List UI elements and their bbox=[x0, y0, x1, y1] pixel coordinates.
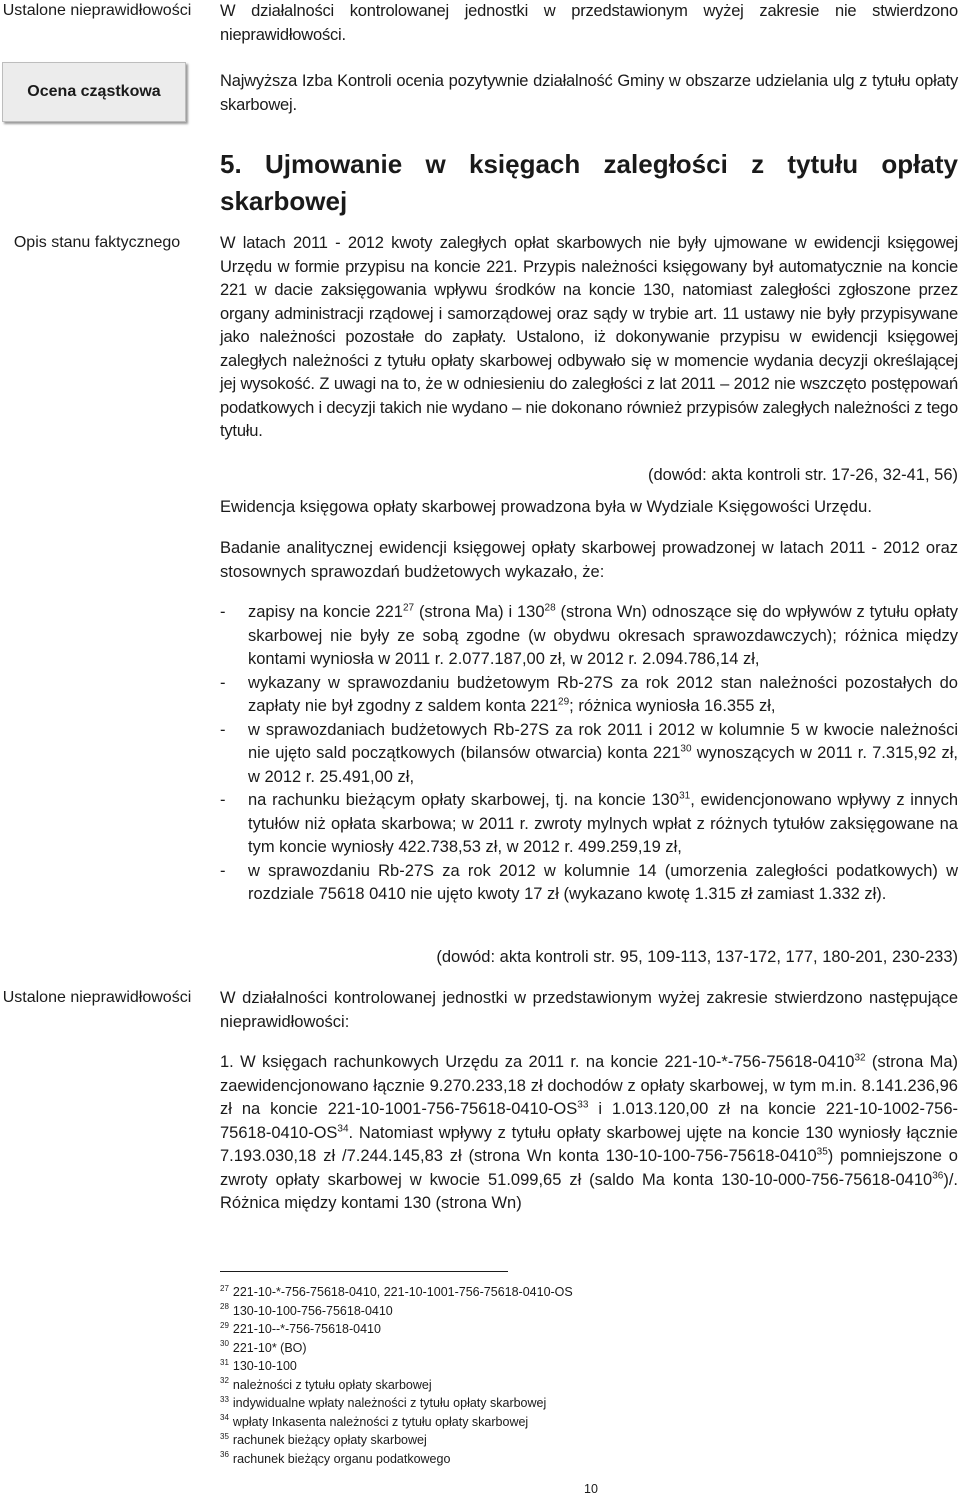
footnote-ref: 30 bbox=[680, 743, 692, 755]
list-bullet: - bbox=[220, 791, 226, 809]
footnote: $^{30}$ 221-10* (BO) bbox=[220, 1339, 307, 1355]
footnote-ref: 31 bbox=[679, 790, 691, 802]
footnote-ref: 34 bbox=[337, 1123, 349, 1134]
page-number: 10 bbox=[584, 1482, 598, 1496]
section-paragraph-5: 1. W księgach rachunkowych Urzędu za 2011 r. na koncie 221-10-*-756-75618-0410$^{32}$ (strona Ma) zaewidencjonowano łącznie 9.270.233,18 zł dochodów z opłaty skarbowej, w tym m.in. 8.141.236,96 zł na koncie 221-10-1001-756-75618-0410-OS$^{33}$ i 1.013.120,00 zł na koncie 221-10-1002-756-75618-0410-OS$^{34}$. Natomiast wpływy z tytułu opłaty skarbowej ujęte na koncie 130 wyniosły łącznie 7.193.030,18 zł /7.244.145,83 zł (strona Wn konta 130-10-100-756-75618-0410$^{35}$) pomniejszone o zwroty opłaty skarbowej w kwocie 51.099,65 zł (saldo Ma konta 130-10-000-756-75618-0410$^{36}$)/. Różnica między kontami 130 (strona Wn) bbox=[220, 1052, 959, 1212]
list-bullet: - bbox=[220, 861, 226, 880]
evidence-reference-2: (dowód: akta kontroli str. 95, 109-113, 137-172, 177, 180-201, 230-233) bbox=[436, 948, 958, 966]
footnote-ref: 28 bbox=[544, 602, 556, 614]
list-bullet: - bbox=[220, 603, 226, 621]
footnote: $^{33}$ indywidualne wpłaty należności z tytułu opłaty skarbowej bbox=[220, 1394, 547, 1410]
footnote-ref: 32 bbox=[854, 1052, 866, 1064]
sidebar-box-ocena bbox=[2, 62, 186, 122]
footnote: $^{32}$ należności z tytułu opłaty skarbowej bbox=[220, 1376, 432, 1392]
section-paragraph-3: Badanie analitycznej ewidencji księgowej opłaty skarbowej prowadzonej w latach 2011 - 2012 oraz stosownych sprawozdań budżetowych wykazało, że: bbox=[220, 539, 958, 581]
sidebar-label-ustalone-bottom: Ustalone nieprawidłowości bbox=[2, 989, 192, 1006]
footnote-ref: 35 bbox=[816, 1146, 828, 1158]
footnote: $^{35}$ rachunek bieżący opłaty skarbowej bbox=[220, 1431, 427, 1447]
footnote-ref: 33 bbox=[577, 1099, 589, 1111]
list-item: - w sprawozdaniach budżetowych Rb-27S za rok 2011 i 2012 w kolumnie 5 w kwocie należności nie ujęto sald początkowych (bilansów otwarcia) konta $221^{30}$ wynoszących w 2011 r. 7.315,92 zł, w 2012 r. 25.491,00 zł, bbox=[220, 719, 958, 790]
ocena-paragraph: Najwyższa Izba Kontroli ocenia pozytywnie działalność Gminy w obszarze udzielania ulg z tytułu opłaty skarbowej. bbox=[220, 72, 958, 114]
footnote-separator bbox=[220, 1271, 508, 1272]
section-paragraph-4: W działalności kontrolowanej jednostki w przedstawionym wyżej zakresie stwierdzono następujące nieprawidłowości: bbox=[220, 989, 958, 1031]
top-paragraph: W działalności kontrolowanej jednostki w przedstawionym wyżej zakresie nie stwierdzono nieprawidłowości. bbox=[220, 2, 958, 44]
findings-list bbox=[220, 601, 958, 907]
sidebar-label-ustalone-top: Ustalone nieprawidłowości bbox=[2, 2, 192, 19]
list-item: - w sprawozdaniu Rb-27S za rok 2012 w kolumnie 14 (umorzenia zaległości podatkowych) w rozdziale 75618 0410 nie ujęto kwoty 17 zł (wykazano kwotę 1.315 zł zamiast 1.332 zł). bbox=[220, 860, 958, 907]
footnote: $^{28}$ 130-10-100-756-75618-0410 bbox=[220, 1302, 393, 1318]
evidence-reference-1: (dowód: akta kontroli str. 17-26, 32-41, 56) bbox=[647, 466, 958, 484]
footnote: $^{29}$ 221-10--*-756-75618-0410 bbox=[220, 1320, 381, 1336]
paragraph-1-part-b: Ustalono, iż dokonywanie przypisu w ewidencji księgowej zaległych należności z tytułu opłaty skarbowej odbywało się w momencie wydania decyzji określającej jej wysokość. Z uwagi na to, że w odniesieniu do zaległości z lat 2011 – 2012 nie wszczęto postępowań podatkowych i decyzji takich nie wydano – nie dokonano również przypisów zaległych należności z tego tytułu. bbox=[220, 328, 959, 440]
list-item: - zapisy na koncie $221^{27}$ (strona Ma) i $130^{28}$ (strona Wn) odnoszące się do wpływów z tytułu opłaty skarbowej nie były ze sobą zgodne (w obydwu okresach sprawozdawczych); różnica między kontami wyniosła w 2011 r. 2.077.187,00 zł, w 2012 r. 2.094.786,14 zł, bbox=[220, 601, 958, 672]
list-bullet: - bbox=[220, 673, 226, 692]
footnote-ref: 29 bbox=[558, 696, 570, 708]
section-paragraph-2: Ewidencja księgowa opłaty skarbowej prowadzona była w Wydziale Księgowości Urzędu. bbox=[220, 498, 872, 516]
paragraph-1-part-a: W latach 2011 - 2012 kwoty zaległych opłat skarbowych nie były ujmowane w ewidencji księgowej Urzędu w formie przypisu na koncie 221. Przypis należności księgowany był automatycznie na koncie 221 w dacie zaksięgowania wpływu środków na koncie 130, natomiast zaległości zgłoszone przez organy administracji rządowej i samorządowej oraz sądy w trybie art. 11 ustawy nie były przypisywane jako należności pozostałe do zapłaty. bbox=[220, 234, 958, 346]
list-item: - wykazany w sprawozdaniu budżetowym Rb-27S za rok 2012 stan należności pozostałych do zapłaty nie był zgodny z saldem konta $221^{29}$; różnica wyniosła 16.355 zł, bbox=[220, 672, 958, 719]
footnote: $^{36}$ rachunek bieżący organu podatkowego bbox=[220, 1450, 451, 1466]
sidebar-box-label: Ocena cząstkowa bbox=[27, 83, 161, 100]
footnotes bbox=[220, 1283, 958, 1468]
sidebar-label-opis: Opis stanu faktycznego bbox=[13, 234, 181, 251]
footnote-ref: 27 bbox=[402, 602, 415, 614]
section-paragraph-1 bbox=[220, 232, 958, 444]
footnote: $^{27}$ 221-10-*-756-75618-0410, 221-10-1001-756-75618-0410-OS bbox=[220, 1283, 573, 1299]
footnote-ref: 36 bbox=[932, 1170, 944, 1181]
footnote: $^{34}$ wpłaty Inkasenta należności z tytułu opłaty skarbowej bbox=[220, 1413, 529, 1429]
list-bullet: - bbox=[220, 720, 226, 739]
footnote: $^{31}$ 130-10-100 bbox=[220, 1357, 297, 1373]
section-heading: 5. Ujmowanie w księgach zaległości z tytułu opłaty skarbowej bbox=[220, 149, 958, 216]
list-item: - na rachunku bieżącym opłaty skarbowej, tj. na koncie $130^{31}$, ewidencjonowano wpływy z innych tytułów niż opłata skarbowa; w 2011 r. zwroty mylnych wpłat z różnych tytułów zaksięgowane na tym koncie wyniosły 422.738,53 zł, w 2012 r. 499.259,19 zł, bbox=[220, 789, 958, 860]
